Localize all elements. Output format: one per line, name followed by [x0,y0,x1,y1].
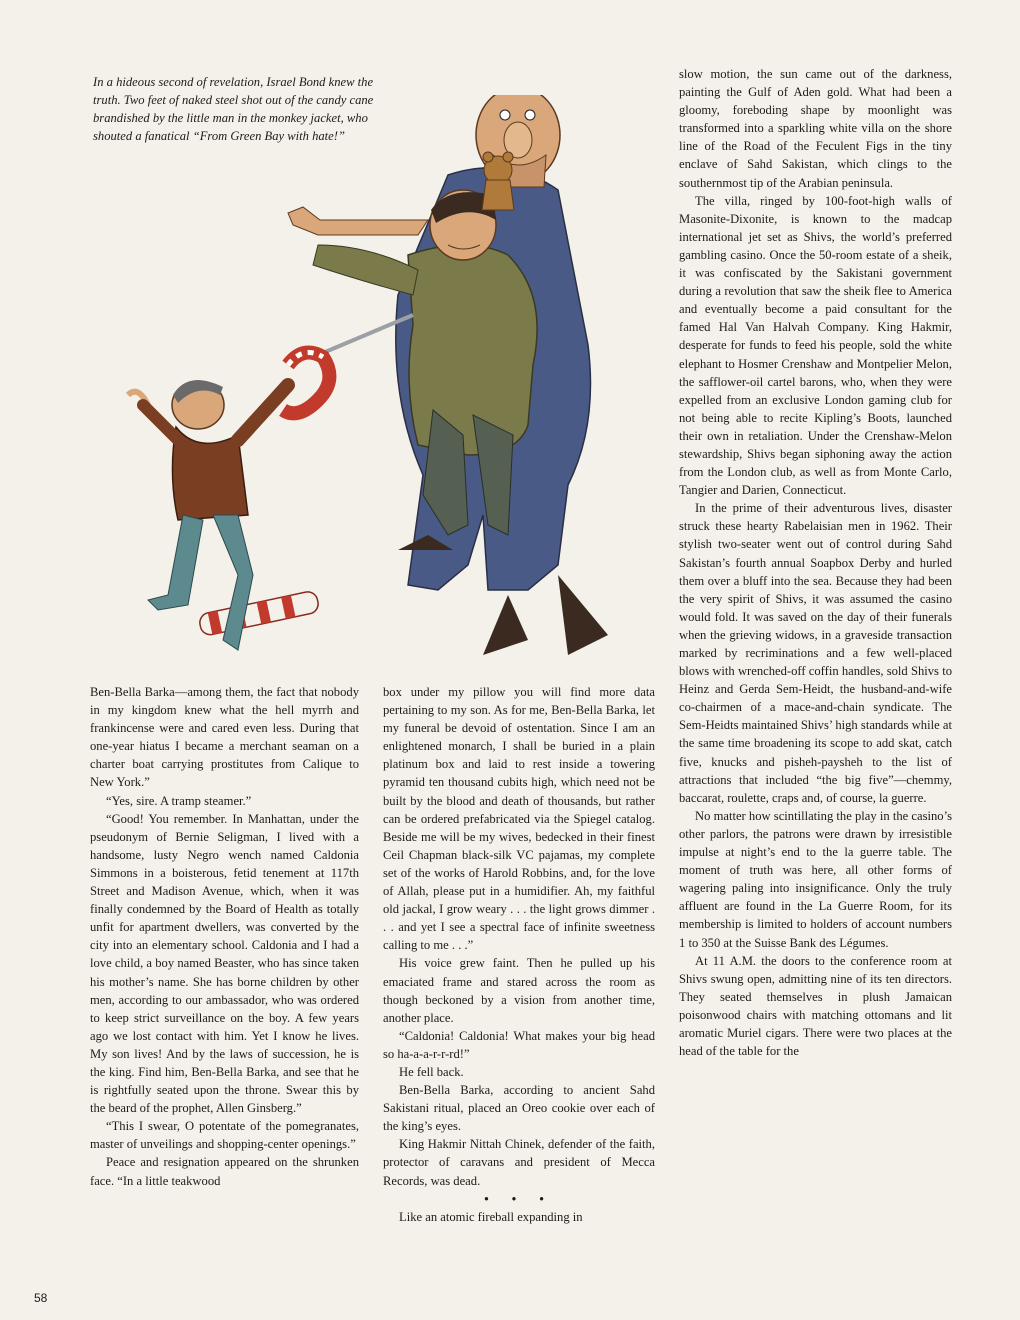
paragraph: He fell back. [399,1064,464,1079]
text-column-1 [90,683,359,1190]
paragraph: King Hakmir Nittah Chinek, defender of the faith, protector of caravans and president of Mecca Records, was dead. [383,1137,655,1188]
paragraph: Like an atomic fireball expanding in [399,1209,583,1224]
text-column-3 [679,65,952,1060]
text-column-2 [383,683,655,1226]
paragraph: “Good! You remember. In Manhattan, under the pseudonym of Bernie Seligman, I lived with a handsome, lusty Negro wench named Caldonia Simmons in a boisterous, fetid tenement at 117th Street and Madison Avenue, which, when it was finally condemned by the Board of Health as totally unfit for apartment dwellers, was converted by the city into an elementary school. Caldonia and I had a love child, a boy named Beaster, who has since taken his mother’s name. She has borne children by other men, according to our ambassador, who was ordered to keep strict surveillance on the boy. A few years ago we lost contact with him. Yet I know he lives. My son lives! And by the laws of succession, he is the king. Find him, Ben-Bella Barka, and see that he is rightfully seated upon the throne. Swear this by the beard of the prophet, Allen Ginsberg.” [90,811,359,1116]
paragraph: Ben-Bella Barka—among them, the fact that nobody in my kingdom knew what the hell myrrh and frankincense were and cared even less. During that one-year hiatus I became a merchant seaman on a charter boat carrying prostitutes from Calique to New York.” [90,685,359,790]
paragraph: Ben-Bella Barka, according to ancient Sahd Sakistani ritual, placed an Oreo cookie over each of the king’s eyes. [383,1083,655,1134]
paragraph: His voice grew faint. Then he pulled up his emaciated frame and stared across the room as though beckoned by a vision from another time, another place. [383,956,655,1025]
section-break: • • • [484,1191,554,1206]
paragraph: At 11 A.M. the doors to the conference room at Shivs swung open, admitting nine of its ten directors. They seated themselves in plush Jamaican poisonwood chairs with matching ottomans and lit aromatic Muriel cigars. There were two places at the head of the table for the [679,953,952,1059]
paragraph: “Yes, sire. A tramp steamer.” [106,793,252,808]
illustration-caption: In a hideous second of revelation, Israel Bond knew the truth. Two feet of naked steel shot out of the candy cane brandished by the little man in the monkey jacket, who shouted a fanatical “From Green Bay with hate!” [93,75,374,143]
paragraph: slow motion, the sun came out of the darkness, painting the Gulf of Aden gold. What had been a gloomy, foreboding shape by moonlight was transformed into a sparkling white villa on the shore line of the Road of the Feculent Figs in the tiny enclave of Sahd Sakistan, which clings to the southernmost tip of the Arabian peninsula. [679,67,952,190]
paragraph: “Caldonia! Caldonia! What makes your big head so ha-a-a-r-r-rd!” [383,1028,655,1061]
paragraph: No matter how scintillating the play in the casino’s other parlors, the patrons were drawn by irresistible impulse at night’s end to the la guerre table. The moment of truth was here, all other forms of wagering paling into insignificance. Only the truly affluent are found in the La Guerre Room, for its membership is limited to holders of account numbers 1 to 350 at the Suisse Bank des Légumes. [679,808,952,950]
cartoon-illustration-icon [88,95,648,675]
paragraph: box under my pillow you will find more data pertaining to my son. As for me, Ben-Bella Barka, let my funeral be devoid of ostentation. Since I am an enlightened monarch, I shall be buried in a plain platinum box and laid to rest inside a towering pyramid ten thousand cubits high, which need not be built by the blood and death of thousands, but rather can be ordered prefabricated via the Spiegel catalog. Beside me will be my wives, bedecked in their finest Ceil Chapman black-silk VC pajamas, my complete set of the works of Harold Robbins, and, for the love of Allah, please put in a humidifier. Ah, my faithful old jackal, I grow weary . . . the light grows dimmer . . . and yet I see a spectral face of infinite sweetness calling to me . . .” [383,685,655,953]
paragraph: “This I swear, O potentate of the pomegranates, master of unveilings and shopping-center openings.” [90,1119,359,1152]
paragraph: In the prime of their adventurous lives, disaster struck these hearty Rabelaisian men in 1962. Their stylish two-seater went out of control during Sahd Sakistan’s fourth annual Soapbox Derby and hurled them over a bluff into the sea. Because they had been the very spirit of Shivs, it was assumed the casino would fold. It was saved on the day of their funerals when the grieving widows, in a graveside transaction marked by recriminations and a few well-placed blows with wrenched-off coffin handles, sold Shivs to Heinz and Gerda Sem-Heidt, the husband-and-wife co-chairmen of a mace-and-chain syndicate. The Sem-Heidts maintained Shivs’ high standards while at the same time broadening its scope to add skat, catch five, knucks and pisheh-paysheh to the list of attractions that included “the big five”—chemmy, baccarat, roulette, craps and, of course, la guerre. [679,501,952,805]
paragraph: The villa, ringed by 100-foot-high walls of Masonite-Dixonite, is known to the madcap international jet set as Shivs, the world’s preferred gambling casino. Once the 50-room estate of a sheik, it was confiscated by the Sakistani government during a revolution that saw the sheik flee to America and eventually become a paid consultant for the famed Hal Van Halvah Company. King Hakmir, desperate for funds to feed his people, sold the white elephant to Hosmer Crenshaw and Montpelier Melon, the safflower-oil cartel barons, who, when they were expelled from an exclusive London gaming club for not being able to recite Kipling’s Boots, launched their own in retaliation. Under the Crenshaw-Melon stewardship, Shivs began siphoning away the action from the London club, as well as from Monte Carlo, Tangier and Darien, Connecticut. [679,193,952,498]
paragraph: Peace and resignation appeared on the shrunken face. “In a little teakwood [90,1155,359,1188]
page-number: 58 [34,1291,48,1305]
